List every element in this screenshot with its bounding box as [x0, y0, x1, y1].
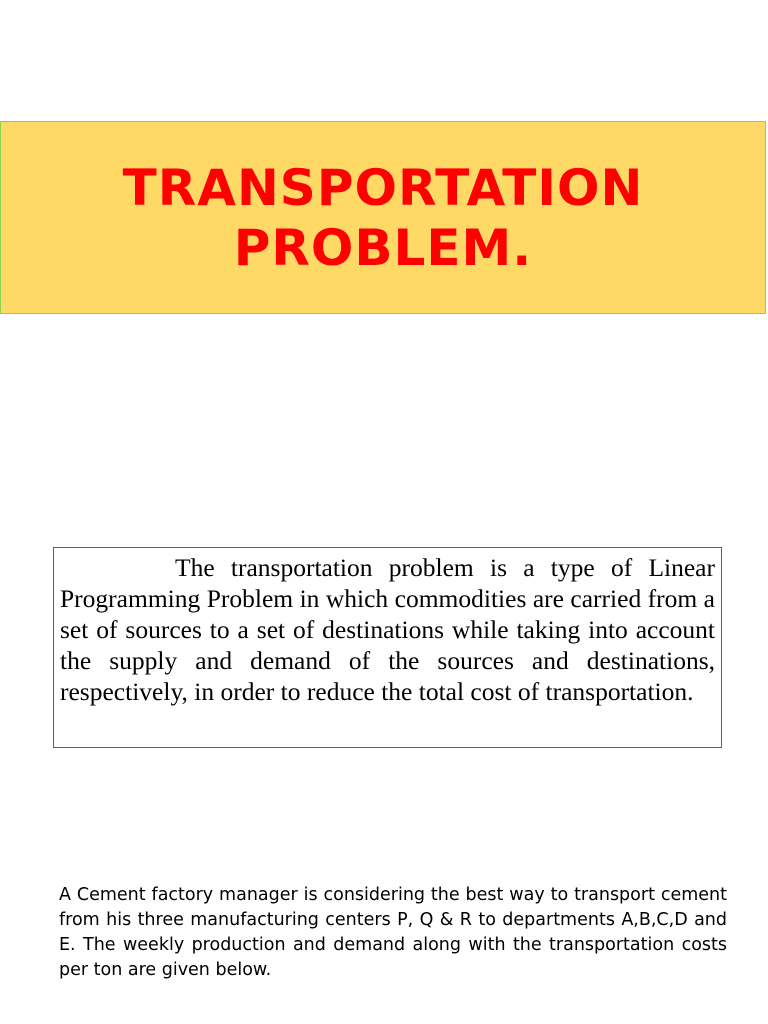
- title-line-1: TRANSPORTATION: [122, 158, 644, 217]
- title-line-2: PROBLEM.: [233, 218, 533, 277]
- problem-text: A Cement factory manager is considering the best way to transport cement from his three manufacturing centers P, Q & R to departments A,B,C,D and E. The weekly production and demand along with the transportation costs per ton are given below.: [59, 885, 727, 980]
- definition-box: [53, 547, 722, 748]
- definition-text: The transportation problem is a type of Linear Programming Problem in which commodities are carried from a set of sources to a set of destinations while taking into account the supply and demand of the sources and destinations, respectively, in order to reduce the total cost of transportation.: [60, 553, 715, 706]
- problem-statement: [59, 883, 727, 983]
- title-banner: [0, 121, 766, 314]
